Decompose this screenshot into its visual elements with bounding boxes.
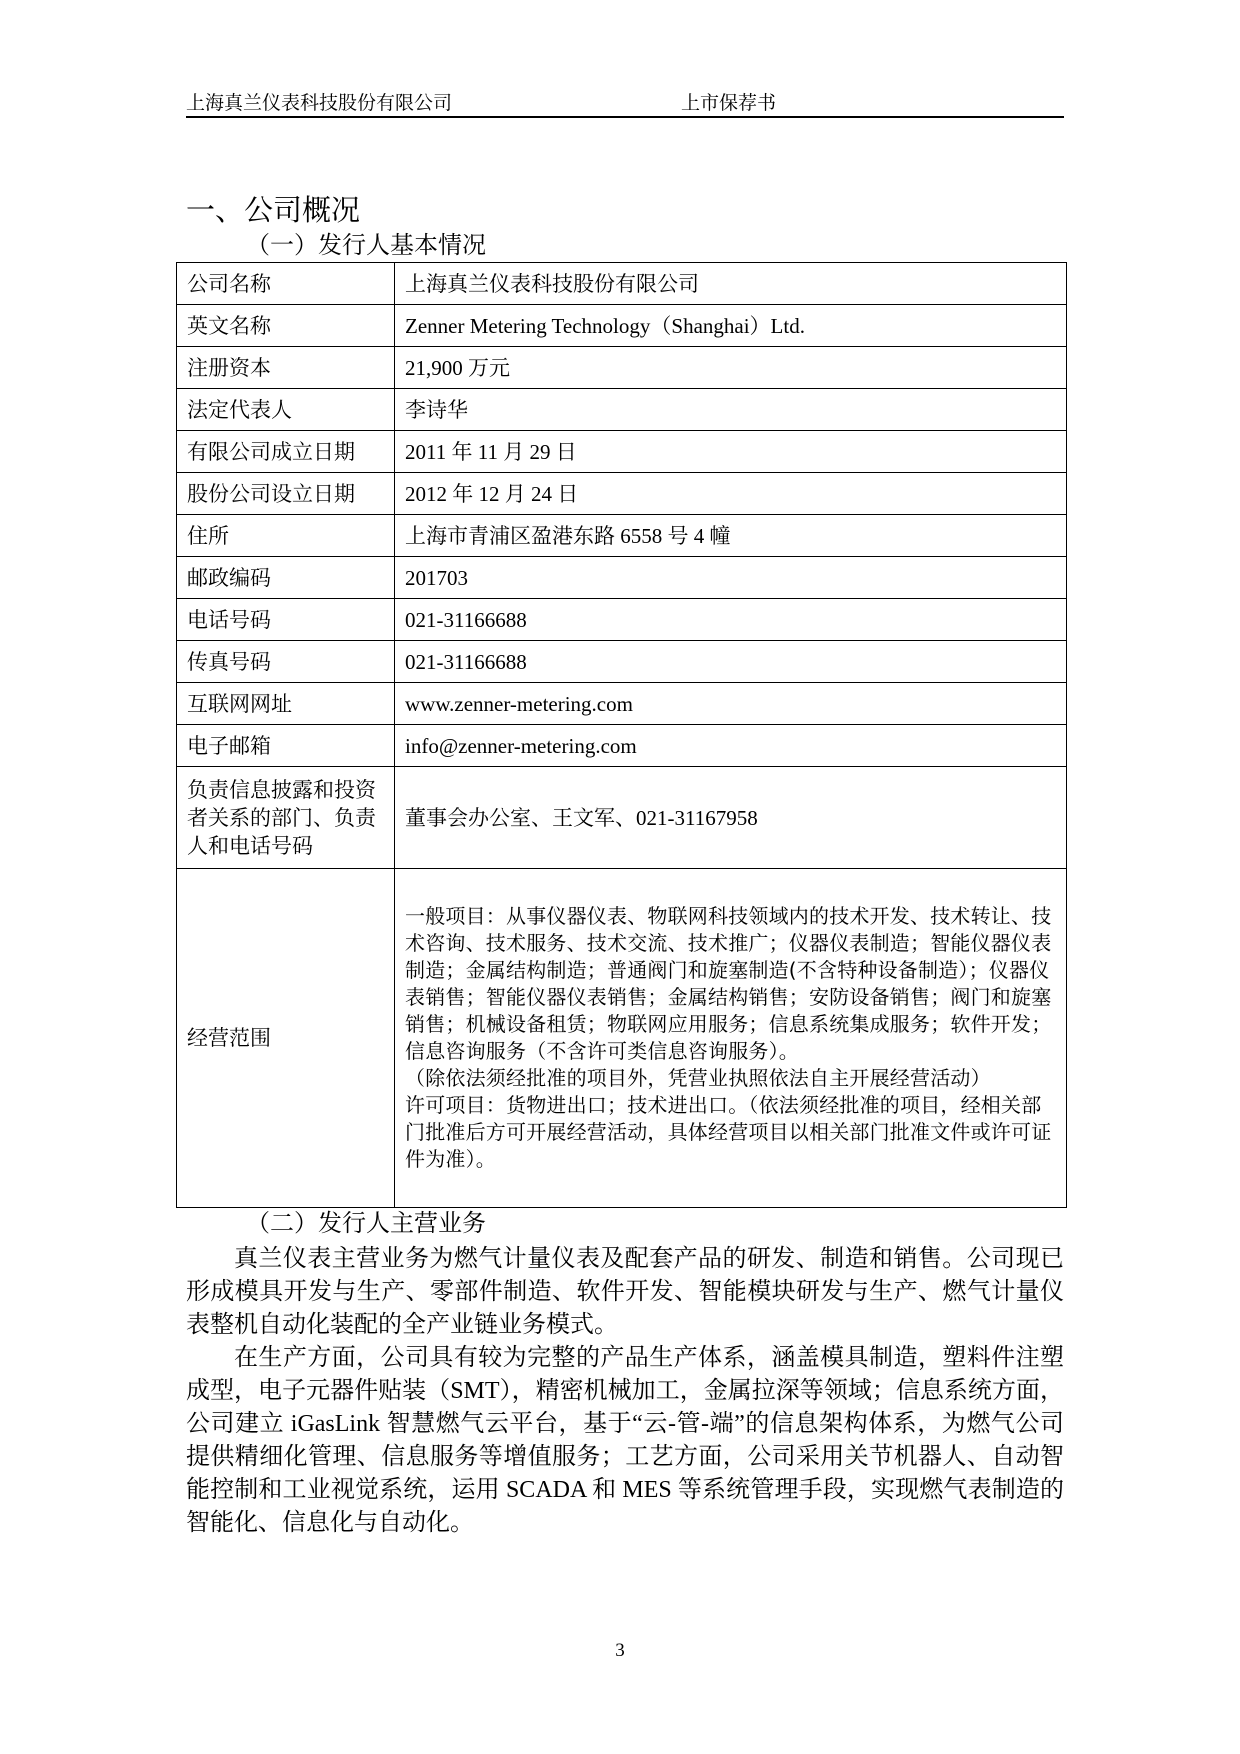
table-row [177, 515, 1067, 557]
row-value: 李诗华 [395, 389, 1067, 431]
row-label: 邮政编码 [177, 557, 395, 599]
paragraph-production: 在生产方面，公司具有较为完整的产品生产体系，涵盖模具制造，塑料件注塑成型，电子元器件贴装（SMT），精密机械加工，金属拉深等领域；信息系统方面，公司建立 iGasLink 智慧燃气云平台，基于“云-管-端”的信息架构体系，为燃气公司提供精细化管理、信息服务等增值服务；工艺方面，公司采用关节机器人、自动智能控制和工业视觉系统，运用 SCADA 和 MES 等系统管理手段，实现燃气表制造的智能化、信息化与自动化。 [186, 1345, 1064, 1536]
row-label: 电子邮箱 [177, 725, 395, 767]
row-value: www.zenner-metering.com [395, 683, 1067, 725]
row-label: 注册资本 [177, 347, 395, 389]
table-row [177, 473, 1067, 515]
table-row [177, 263, 1067, 305]
row-label: 互联网网址 [177, 683, 395, 725]
row-value: info@zenner-metering.com [395, 725, 1067, 767]
row-value: 董事会办公室、王文军、021-31167958 [395, 767, 1067, 869]
table-row [177, 557, 1067, 599]
table-row [177, 869, 1067, 1208]
row-label: 经营范围 [177, 869, 395, 1208]
row-label: 公司名称 [177, 263, 395, 305]
row-value: 021-31166688 [395, 599, 1067, 641]
table-row [177, 641, 1067, 683]
row-value: 2011 年 11 月 29 日 [395, 431, 1067, 473]
business-scope-value: 一般项目：从事仪器仪表、物联网科技领域内的技术开发、技术转让、技术咨询、技术服务、技术交流、技术推广；仪器仪表制造；智能仪器仪表制造；金属结构制造；普通阀门和旋塞制造(不含特种设备制造）；仪器仪表销售；智能仪器仪表销售；金属结构销售；安防设备销售；阀门和旋塞销售；机械设备租赁；物联网应用服务；信息系统集成服务；软件开发；信息咨询服务（不含许可类信息咨询服务）。 （除依法须经批准的项目外，凭营业执照依法自主开展经营活动） 许可项目：货物进出口；技术进出口。（依法须经批准的项目，经相关部门批准后方可开展经营活动，具体经营项目以相关部门批准文件或许可证件为准）。 [395, 869, 1067, 1208]
section-title: 一、公司概况 [186, 193, 361, 227]
table-row [177, 431, 1067, 473]
table-row [177, 389, 1067, 431]
table-row [177, 683, 1067, 725]
row-value: 上海真兰仪表科技股份有限公司 [395, 263, 1067, 305]
row-label: 传真号码 [177, 641, 395, 683]
subsection-title-basic-info: （一）发行人基本情况 [246, 231, 486, 259]
row-value: 021-31166688 [395, 641, 1067, 683]
row-label: 英文名称 [177, 305, 395, 347]
table-row [177, 725, 1067, 767]
page-header [186, 92, 1064, 118]
company-info-table [176, 262, 1067, 1208]
row-value: Zenner Metering Technology（Shanghai）Ltd. [395, 305, 1067, 347]
row-label: 有限公司成立日期 [177, 431, 395, 473]
row-value: 21,900 万元 [395, 347, 1067, 389]
row-label: 股份公司设立日期 [177, 473, 395, 515]
header-company: 上海真兰仪表科技股份有限公司 [186, 92, 453, 114]
row-value: 201703 [395, 557, 1067, 599]
page-number: 3 [615, 1640, 625, 1661]
paragraph-main-business: 真兰仪表主营业务为燃气计量仪表及配套产品的研发、制造和销售。公司现已形成模具开发与生产、零部件制造、软件开发、智能模块研发与生产、燃气计量仪表整机自动化装配的全产业链业务模式。 [186, 1246, 1064, 1338]
row-label: 法定代表人 [177, 389, 395, 431]
row-label: 负责信息披露和投资者关系的部门、负责人和电话号码 [177, 767, 395, 869]
table-row [177, 767, 1067, 869]
row-label: 电话号码 [177, 599, 395, 641]
row-label: 住所 [177, 515, 395, 557]
table-row [177, 305, 1067, 347]
subsection-title-main-business: （二）发行人主营业务 [246, 1209, 486, 1237]
row-value: 上海市青浦区盈港东路 6558 号 4 幢 [395, 515, 1067, 557]
table-row [177, 347, 1067, 389]
table-row [177, 599, 1067, 641]
header-doc-type: 上市保荐书 [681, 92, 777, 114]
row-value: 2012 年 12 月 24 日 [395, 473, 1067, 515]
